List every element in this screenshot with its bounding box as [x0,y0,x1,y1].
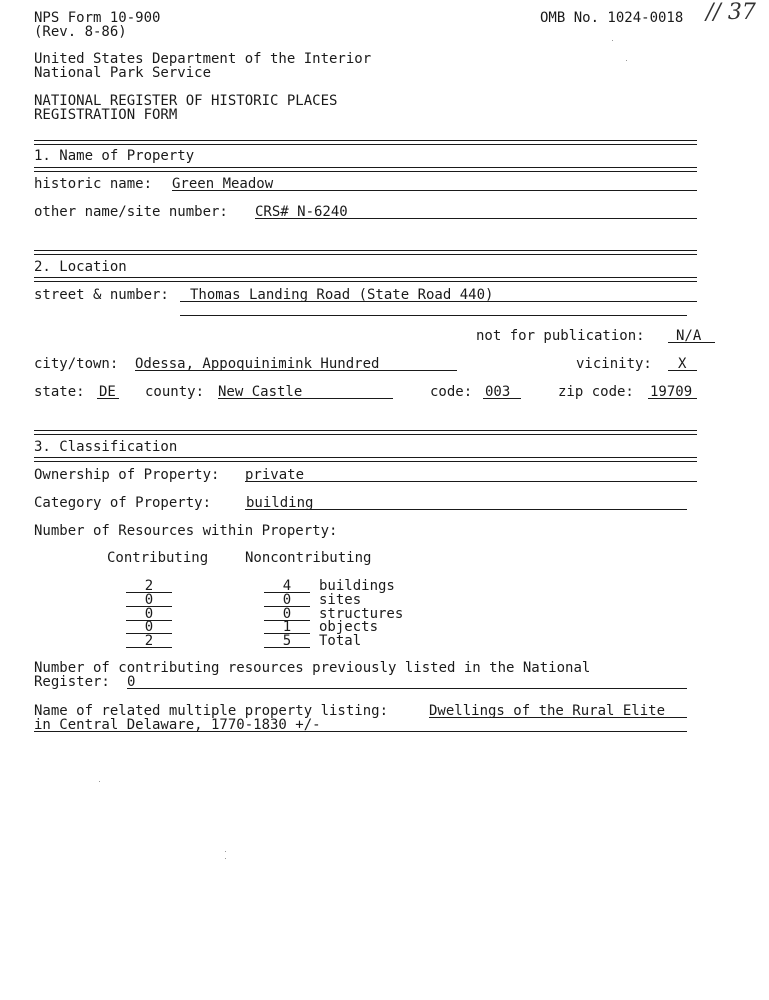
code-value[interactable]: 003 [485,384,511,400]
noncontributing-count[interactable]: 4 [282,578,292,594]
section-divider [34,167,697,172]
resource-type: objects [319,619,379,635]
omb-number: OMB No. 1024-0018 [540,10,684,26]
section1-heading: 1. Name of Property [34,148,195,164]
underline [180,315,687,316]
category-value[interactable]: building [246,495,314,511]
underline [255,218,697,219]
underline [218,398,393,399]
vicinity-label: vicinity: [576,356,652,372]
section-divider [34,277,697,282]
state-label: state: [34,384,85,400]
section-divider [34,140,697,145]
section3-heading: 3. Classification [34,439,178,455]
ownership-value[interactable]: private [245,467,305,483]
mpl-value-line1[interactable]: Dwellings of the Rural Elite [429,703,666,719]
contributing-count[interactable]: 0 [144,592,154,608]
section-divider [34,250,697,255]
section-divider [34,430,697,435]
previously-listed-value[interactable]: 0 [127,674,136,690]
nfp-value[interactable]: N/A [676,328,702,344]
scan-speck [225,858,226,859]
resource-type: sites [319,592,362,608]
department-name: United States Department of the Interior [34,51,372,67]
section2-heading: 2. Location [34,259,127,275]
category-label: Category of Property: [34,495,212,511]
underline [245,481,697,482]
contributing-count[interactable]: 0 [144,606,154,622]
handwritten-mark: // 37 [706,0,756,25]
contributing-count[interactable]: 2 [144,633,154,649]
other-name-value[interactable]: CRS# N-6240 [255,204,348,220]
scan-speck [99,781,100,782]
county-label: county: [145,384,205,400]
resource-type: Total [319,633,362,649]
zip-label: zip code: [558,384,634,400]
noncontributing-count[interactable]: 0 [282,606,292,622]
resources-label: Number of Resources within Property: [34,523,338,539]
underline [668,342,715,343]
underline [135,370,457,371]
vicinity-value[interactable]: X [678,356,687,372]
city-label: city/town: [34,356,119,372]
nfp-label: not for publication: [476,328,645,344]
form-revision: (Rev. 8-86) [34,24,127,40]
state-value[interactable]: DE [99,384,116,400]
code-label: code: [430,384,473,400]
historic-name-value[interactable]: Green Meadow [172,176,274,192]
underline [180,301,697,302]
zip-value[interactable]: 19709 [650,384,693,400]
resource-type: buildings [319,578,395,594]
noncontributing-count[interactable]: 1 [282,619,292,635]
underline [34,731,687,732]
contributing-count[interactable]: 0 [144,619,154,635]
form-title-line1: NATIONAL REGISTER OF HISTORIC PLACES [34,93,338,109]
contributing-header: Contributing [107,550,209,566]
underline [264,647,310,648]
service-name: National Park Service [34,65,212,81]
noncontributing-count[interactable]: 5 [282,633,292,649]
street-label: street & number: [34,287,169,303]
section-divider [34,457,697,462]
underline [127,688,687,689]
underline [126,647,172,648]
other-name-label: other name/site number: [34,204,228,220]
previously-listed-line1: Number of contributing resources previously listed in the National [34,660,591,676]
mpl-value-line2[interactable]: in Central Delaware, 1770-1830 +/- [34,717,321,733]
contributing-count[interactable]: 2 [144,578,154,594]
scan-speck [626,60,627,61]
county-value[interactable]: New Castle [218,384,303,400]
underline [245,509,687,510]
form-number: NPS Form 10-900 [34,10,161,26]
underline [172,190,697,191]
previously-listed-label: Register: [34,674,110,690]
scan-speck [225,851,226,852]
underline [97,398,119,399]
street-value[interactable]: Thomas Landing Road (State Road 440) [190,287,494,303]
noncontributing-header: Noncontributing [245,550,372,566]
underline [483,398,521,399]
form-title-line2: REGISTRATION FORM [34,107,178,123]
underline [429,717,687,718]
ownership-label: Ownership of Property: [34,467,220,483]
resource-type: structures [319,606,404,622]
historic-name-label: historic name: [34,176,153,192]
scan-speck [612,40,613,41]
noncontributing-count[interactable]: 0 [282,592,292,608]
underline [648,398,697,399]
mpl-label: Name of related multiple property listing: [34,703,389,719]
city-value[interactable]: Odessa, Appoquinimink Hundred [135,356,380,372]
underline [668,370,697,371]
